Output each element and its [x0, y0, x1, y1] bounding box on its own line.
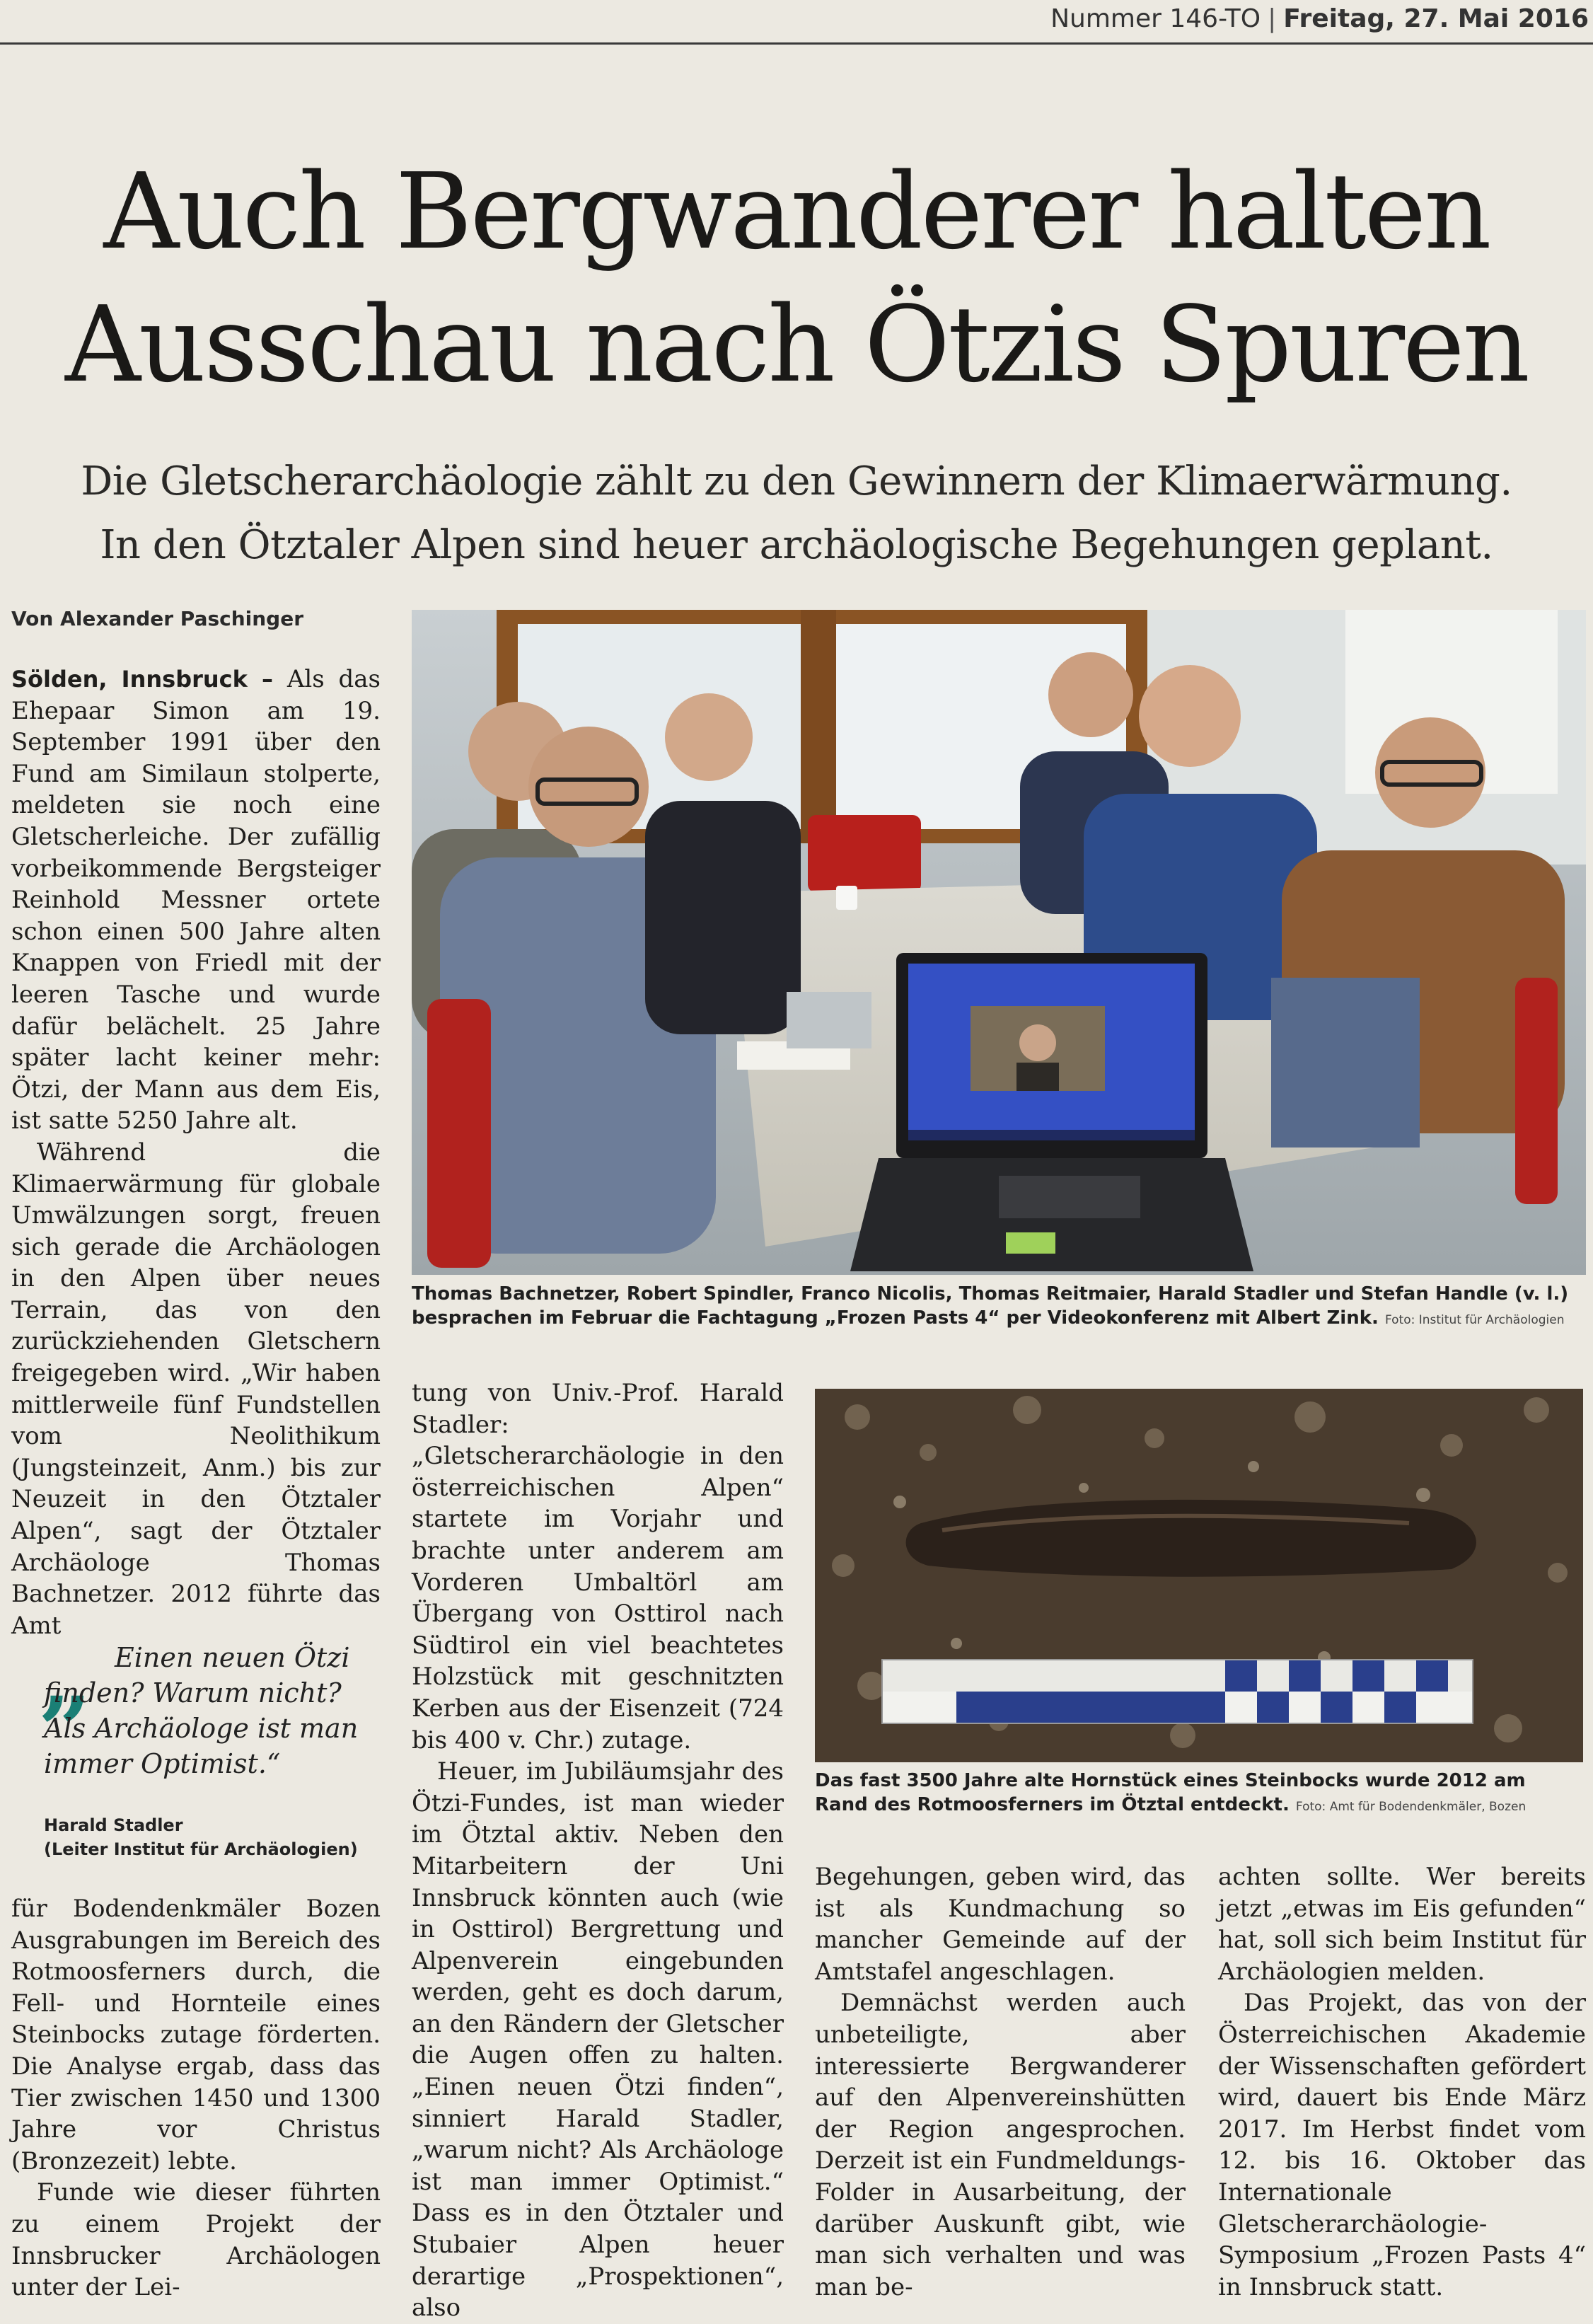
- subheadline-line-1: Die Gletscherarchäologie zählt zu den Gewinnern der Klimaerwärmung.: [81, 458, 1512, 504]
- column-1-upper: [11, 664, 381, 1641]
- photo-2-caption: Das fast 3500 Jahre alte Hornstück eines Steinbocks wurde 2012 am Rand des Rotmoosferners im Ötztal entdeckt. Foto: Amt für Bodendenkmäler, Bozen: [815, 1770, 1527, 1815]
- headline-line-2: Ausschau nach Ötzis Spuren: [65, 284, 1528, 405]
- quote-role: (Leiter Institut für Archäologien): [44, 1839, 358, 1859]
- column-3: [815, 1861, 1186, 2303]
- masthead-info: Nummer 146-TO | Freitag, 27. Mai 2016: [1050, 4, 1589, 33]
- photo-1-credit: Foto: Institut für Archäologien: [1384, 1313, 1565, 1327]
- paragraph: Während die Klimaerwärmung für globale Umwälzungen sorgt, freuen sich gerade die Archäologen in den Alpen über neues Terrain, das von den zurückziehenden Gletschern freigegeben wird. „Wir haben mittlerweile fünf Fundstellen vom Neolithikum (Jungsteinzeit, Anm.) bis zur Neuzeit in den Ötztaler Alpen“, sagt der Ötztaler Archäologe Thomas Bachnetzer. 2012 führte das Amt: [11, 1138, 381, 1640]
- meeting-photo: [412, 610, 1586, 1275]
- paragraph: Das Projekt, das von der Österreichischen Akademie der Wissenschaften gefördert wird, dauert bis Ende März 2017. Im Herbst findet vom 12. bis 16. Oktober das Internationale Gletscherarchäologie-Symposium „Frozen Pasts 4“ in Innsbruck statt.: [1218, 1989, 1586, 2301]
- headline: [0, 145, 1593, 411]
- column-2: [412, 1377, 784, 2324]
- photo-2-credit: Foto: Amt für Bodendenkmäler, Bozen: [1295, 1800, 1527, 1814]
- issue-number: Nummer 146-TO: [1050, 4, 1261, 33]
- subheadline: [0, 450, 1593, 577]
- column-1-lower: [11, 1893, 381, 2303]
- paragraph: Begehungen, geben wird, das ist als Kundmachung so mancher Gemeinde auf der Amtstafel angeschlagen.: [815, 1863, 1186, 1986]
- headline-line-1: Auch Bergwanderer halten: [103, 151, 1490, 272]
- quote-attribution: [44, 1813, 358, 1861]
- dateline: Sölden, Innsbruck –: [11, 666, 274, 693]
- paragraph: für Bodendenkmäler Bozen Ausgrabungen im Bereich des Rotmoosferners durch, die Fell- und Hornteile eines Steinbocks zutage förderten. Die Analyse ergab, dass das Tier zwischen 1450 und 1300 Jahre vor Christus (Bronzezeit) lebte.: [11, 1895, 381, 2175]
- issue-date: Freitag, 27. Mai 2016: [1283, 4, 1589, 33]
- paragraph: Demnächst werden auch unbeteiligte, aber interessierte Bergwanderer auf den Alpenvereinshütten der Region angesprochen. Derzeit ist ein Fundmeldungs-Folder in Ausarbeitung, der darüber Auskunft gibt, wie man sich verhalten und was man be-: [815, 1989, 1186, 2301]
- horn-photo: [815, 1389, 1583, 1762]
- paragraph: Heuer, im Jubiläumsjahr des Ötzi-Fundes, ist man wieder im Ötztal aktiv. Neben den Mitarbeitern der Uni Innsbruck könnten auch (wie in Osttirol) Bergrettung und Alpenverein eingebunden werden, geht es doch darum, an den Rändern der Gletscher die Augen offen zu halten. „Einen neuen Ötzi finden“, sinniert Harald Stadler, „warum nicht? Als Archäologe ist man immer Optimist.“ Dass es in den Ötztaler und Stubaier Alpen heuer derartige „Prospektionen“, also: [412, 1757, 784, 2323]
- paragraph: Sölden, Innsbruck – Als das Ehepaar Simon am 19. September 1991 über den Fund am Similaun stolperte, meldeten sie noch eine Gletscherleiche. Der zufällig vorbeikommende Bergsteiger Reinhold Messner ortete schon einen 500 Jahre alten Knappen von Friedl mit der leeren Tasche und wurde dafür belächelt. 25 Jahre später lacht keiner mehr: Ötzi, der Mann aus dem Eis, ist satte 5250 Jahre alt.: [11, 665, 381, 1135]
- column-4: [1218, 1861, 1586, 2303]
- quote-author: Harald Stadler: [44, 1815, 183, 1835]
- photo-1-caption: Thomas Bachnetzer, Robert Spindler, Franco Nicolis, Thomas Reitmaier, Harald Stadler und Stefan Handle (v. l.) besprachen im Februar die Fachtagung „Frozen Pasts 4“ per Videokonferenz mit Albert Zink. Foto: Institut für Archäologien: [412, 1283, 1569, 1329]
- quote-mark: „: [40, 1624, 93, 1732]
- pull-quote: Einen neuen Ötzi finden? Warum nicht? Als Archäologe ist man immer Optimist.“: [44, 1642, 359, 1779]
- paragraph: achten sollte. Wer bereits jetzt „etwas im Eis gefunden“ hat, soll sich beim Institut für Archäologien melden.: [1218, 1863, 1586, 1986]
- byline: Von Alexander Paschinger: [11, 607, 304, 630]
- paragraph: Funde wie dieser führten zu einem Projekt der Innsbrucker Archäologen unter der Lei-: [11, 2178, 381, 2302]
- subheadline-line-2: In den Ötztaler Alpen sind heuer archäologische Begehungen geplant.: [100, 522, 1493, 568]
- paragraph: tung von Univ.-Prof. Harald Stadler: „Gletscherarchäologie in den österreichischen Alpen“ startete im Vorjahr und brachte unter anderem am Vorderen Umbaltörl am Übergang von Osttirol nach Südtirol ein viel beachtetes Holzstück mit geschnitzten Kerben aus der Eisenzeit (724 bis 400 v. Chr.) zutage.: [412, 1379, 784, 1754]
